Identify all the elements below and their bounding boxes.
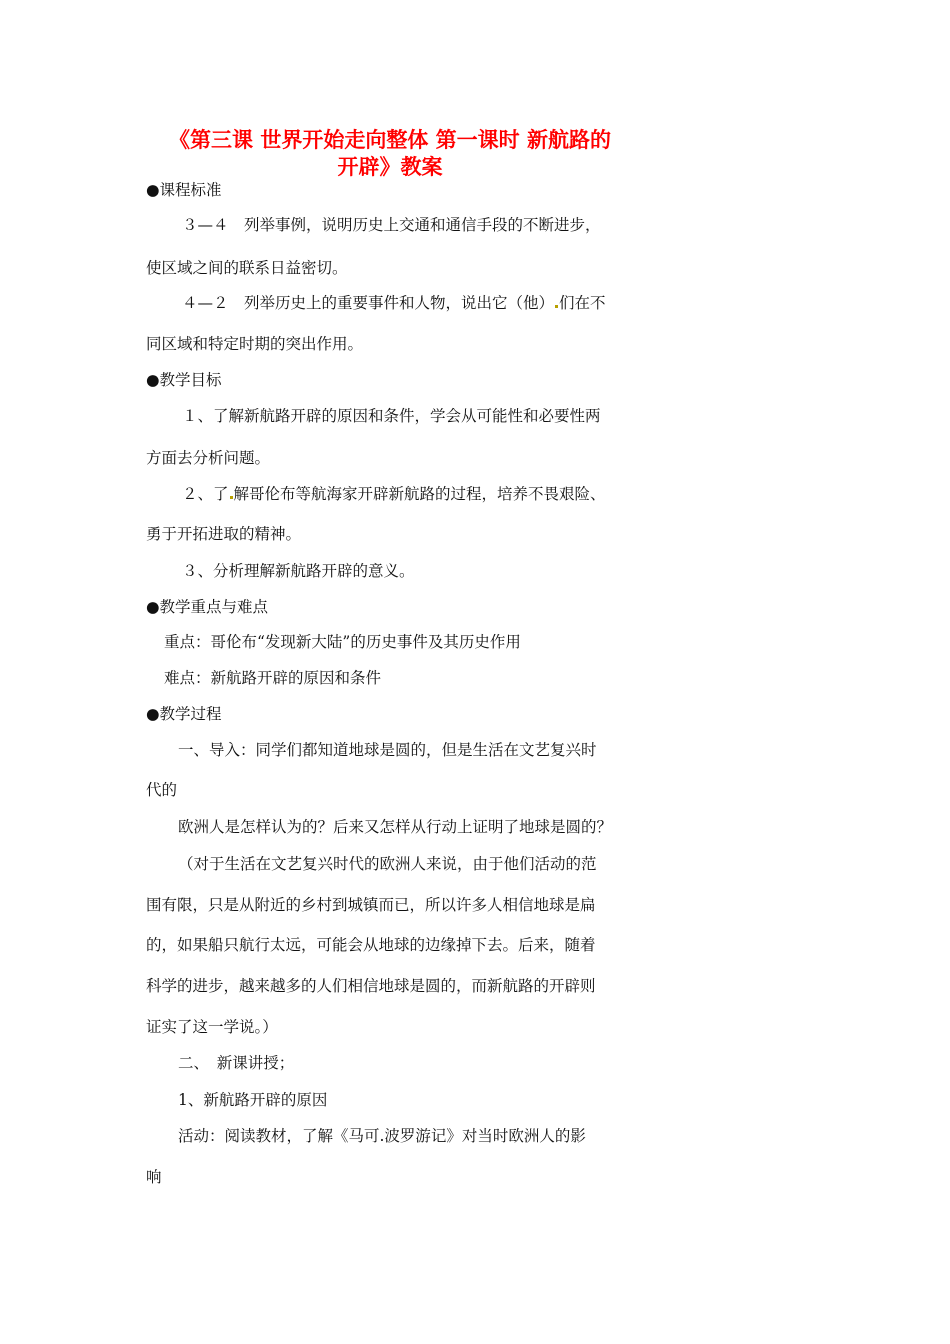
goal-3: ３、分析理解新航路开辟的意义。 bbox=[182, 562, 415, 580]
answer-line-4: 科学的进步，越来越多的人们相信地球是圆的，而新航路的开辟则 bbox=[146, 977, 596, 995]
intro-line-1: 一、导入：同学们都知道地球是圆的，但是生活在文艺复兴时 bbox=[178, 741, 597, 759]
heading-key-points: ●教学重点与难点 bbox=[146, 598, 269, 616]
goal-2-line-1 bbox=[182, 482, 606, 504]
intro-line-2: 代的 bbox=[146, 781, 178, 799]
goal-1-line-1: １、了解新航路开辟的原因和条件，学会从可能性和必要性两 bbox=[182, 407, 601, 425]
standard-2-line-1 bbox=[182, 291, 606, 313]
edit-mark bbox=[555, 305, 558, 308]
goal-2-line-2: 勇于开拓进取的精神。 bbox=[146, 525, 302, 543]
activity-line-1: 活动：阅读教材，了解《马可.波罗游记》对当时欧洲人的影 bbox=[178, 1127, 586, 1145]
intro-question: 欧洲人是怎样认为的？后来又怎样从行动上证明了地球是圆的？ bbox=[178, 818, 613, 836]
goal-2-text-b: 解哥伦布等航海家开辟新航路的过程，培养不畏艰险、 bbox=[233, 485, 606, 503]
goal-1-line-2: 方面去分析问题。 bbox=[146, 449, 271, 467]
answer-line-3: 的，如果船只航行太远，可能会从地球的边缘掉下去。后来，随着 bbox=[146, 936, 596, 954]
heading-course-standards: ●课程标准 bbox=[146, 181, 222, 199]
document-title-line-2: 开辟》教案 bbox=[337, 155, 443, 179]
key-point: 重点：哥伦布“发现新大陆”的历史事件及其历史作用 bbox=[164, 633, 521, 651]
standard-2-text-a: ４—２ 列举历史上的重要事件和人物，说出它（他） bbox=[182, 294, 555, 312]
new-lesson-heading: 二、 新课讲授； bbox=[178, 1054, 295, 1072]
answer-line-2: 围有限，只是从附近的乡村到城镇而已，所以许多人相信地球是扁 bbox=[146, 896, 596, 914]
standard-1-line-1: ３—４ 列举事例，说明历史上交通和通信手段的不断进步， bbox=[182, 216, 601, 234]
goal-2-text-a: ２、了 bbox=[182, 485, 229, 503]
activity-line-2: 响 bbox=[146, 1168, 162, 1186]
standard-2-text-b: 们在不 bbox=[559, 294, 606, 312]
edit-mark bbox=[230, 496, 233, 499]
difficult-point: 难点：新航路开辟的原因和条件 bbox=[164, 669, 382, 687]
standard-1-line-2: 使区域之间的联系日益密切。 bbox=[146, 259, 348, 277]
heading-teaching-goals: ●教学目标 bbox=[146, 371, 222, 389]
answer-line-1: （对于生活在文艺复兴时代的欧洲人来说，由于他们活动的范 bbox=[178, 855, 597, 873]
standard-2-line-2: 同区域和特定时期的突出作用。 bbox=[146, 335, 364, 353]
answer-line-5: 证实了这一学说。） bbox=[146, 1018, 278, 1036]
heading-teaching-process: ●教学过程 bbox=[146, 705, 222, 723]
document-title-line-1: 《第三课 世界开始走向整体 第一课时 新航路的 bbox=[169, 128, 611, 152]
subsection-1: 1、新航路开辟的原因 bbox=[178, 1091, 328, 1109]
